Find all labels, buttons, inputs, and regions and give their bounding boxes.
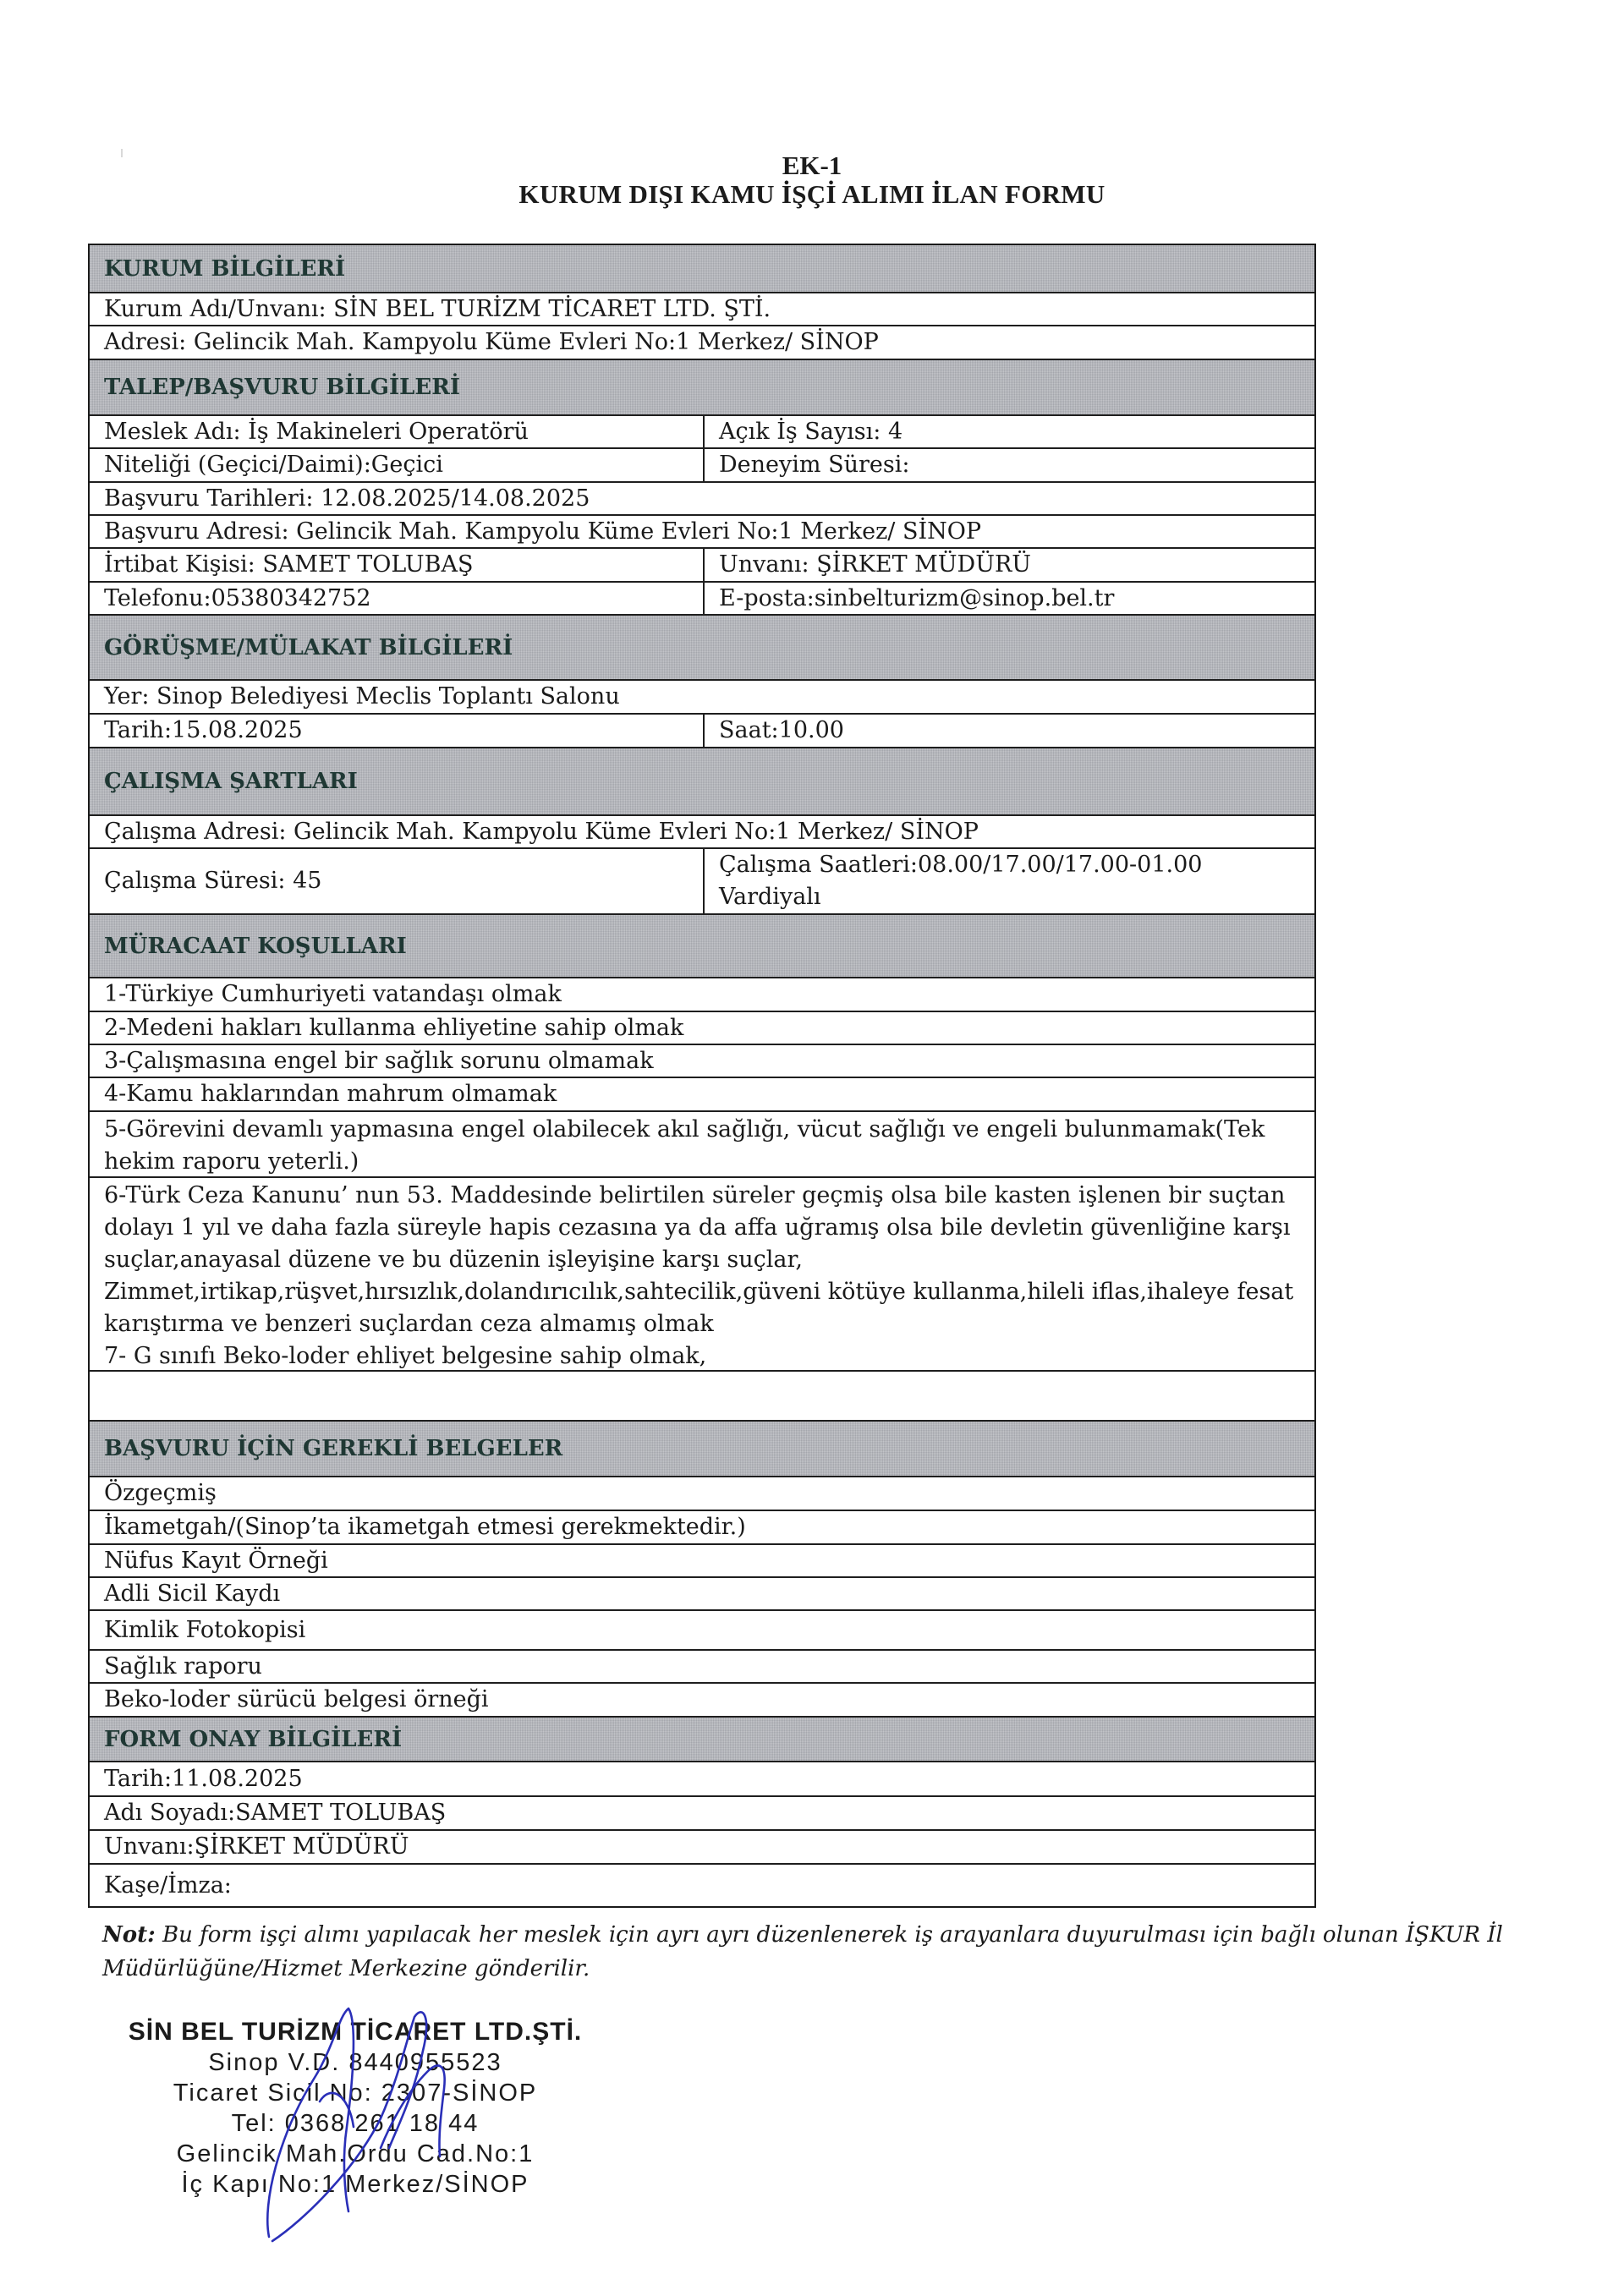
table-row [90, 849, 1314, 915]
list-item [90, 1477, 1314, 1511]
occupation: Meslek Adı: İş Makineleri Operatörü [90, 416, 705, 447]
table-row [90, 583, 1314, 616]
table-row [90, 1797, 1314, 1831]
stamp-signature-label: Kaşe/İmza: [104, 1871, 232, 1899]
table-row [90, 293, 1314, 326]
condition-item: 2-Medeni hakları kullanma ehliyetine sahip olmak [104, 1014, 684, 1041]
work-hours-line: Çalışma Saatleri:08.00/17.00/17.00-01.00 [719, 852, 1203, 878]
form-table [88, 244, 1316, 1908]
stamp-line: Gelincik Mah.Ordu Cad.No:1 [176, 2140, 535, 2167]
condition-item: 1-Türkiye Cumhuriyeti vatandaşı olmak [104, 981, 562, 1007]
stamp-line: Tel: 0368 261 18 44 [231, 2110, 480, 2137]
condition-line: hekim raporu yeterli.) [104, 1148, 359, 1175]
section-header-kurum [90, 245, 1314, 293]
table-row [90, 1762, 1314, 1797]
list-item [90, 1045, 1314, 1078]
stamp-line: SİN BEL TURİZM TİCARET LTD.ŞTİ. [128, 2018, 583, 2046]
list-item [90, 1178, 1314, 1372]
interview-time: Saat:10.00 [719, 717, 844, 743]
document-item: Sağlık raporu [104, 1652, 262, 1680]
work-address: Çalışma Adresi: Gelincik Mah. Kampyolu Küme Evleri No:1 Merkez/ SİNOP [104, 818, 979, 845]
annex-label: EK-1 [782, 151, 842, 180]
section-header-onay [90, 1718, 1314, 1762]
interview-date: Tarih:15.08.2025 [90, 715, 705, 747]
condition-item-5 [90, 1112, 1314, 1176]
signature-stroke [267, 2008, 444, 2241]
condition-line: 5-Görevini devamlı yapmasına engel olabilecek akıl sağlığı, vücut sağlığı ve engeli bulunmamak(Tek [104, 1116, 1265, 1143]
section-header-belgeler [90, 1422, 1314, 1477]
table-row [90, 516, 1314, 549]
work-hours [705, 849, 1314, 913]
stamp-line: Sinop V.D. 8440955523 [208, 2049, 502, 2076]
list-item [90, 1578, 1314, 1611]
list-item [90, 1112, 1314, 1178]
section-title: TALEP/BAŞVURU BİLGİLERİ [104, 375, 461, 400]
condition-line: karıştırma ve benzeri suçlardan ceza almamış olmak [104, 1311, 714, 1337]
document-item: Adli Sicil Kaydı [104, 1580, 281, 1607]
phone: Telefonu:05380342752 [90, 583, 705, 614]
list-item [90, 1684, 1314, 1718]
empty-cell [90, 1372, 1314, 1420]
condition-line: 6-Türk Ceza Kanunu’ nun 53. Maddesinde belirtilen süreler geçmiş olsa bile kasten işlenen bir suçtan [104, 1182, 1286, 1208]
document-item: Nüfus Kayıt Örneği [104, 1547, 328, 1574]
table-row [90, 715, 1314, 748]
condition-line: dolayı 1 yıl ve daha fazla süreyle hapis cezasına ya da affa uğramış olsa bile devletin güvenliğine karşı [104, 1214, 1291, 1241]
section-title: BAŞVURU İÇİN GEREKLİ BELGELER [104, 1436, 563, 1461]
document-item: İkametgah/(Sinop’ta ikametgah etmesi gerekmektedir.) [104, 1514, 746, 1540]
condition-item: 4-Kamu haklarından mahrum olmamak [104, 1081, 557, 1107]
contact-title: Unvanı: ŞİRKET MÜDÜRÜ [719, 551, 1032, 578]
condition-line: Zimmet,irtikap,rüşvet,hırsızlık,dolandırıcılık,sahtecilik,güveni kötüye kullanma,hileli iflas,ihaleye fesat [104, 1279, 1294, 1305]
condition-line: suçlar,anayasal düzene ve bu düzenin işleyişine karşı suçlar, [104, 1247, 803, 1273]
table-row [90, 1865, 1314, 1906]
note-label: Not: [102, 1922, 156, 1948]
stamp-line: Ticaret Sicil No: 2307-SİNOP [173, 2080, 538, 2107]
condition-item-6-7 [90, 1178, 1314, 1370]
document-item: Beko-loder sürücü belgesi örneği [104, 1686, 489, 1712]
list-item [90, 1078, 1314, 1112]
email: E-posta:sinbelturizm@sinop.bel.tr [719, 584, 1115, 611]
table-row [90, 681, 1314, 715]
table-row [90, 449, 1314, 483]
approver-title: Unvanı:ŞİRKET MÜDÜRÜ [104, 1833, 409, 1860]
list-item [90, 1012, 1314, 1045]
list-item [90, 1545, 1314, 1578]
approver-name: Adı Soyadı:SAMET TOLUBAŞ [104, 1800, 447, 1826]
condition-line: 7- G sınıfı Beko-loder ehliyet belgesine sahip olmak, [104, 1343, 707, 1369]
table-row [90, 326, 1314, 360]
document-item: Özgeçmiş [104, 1480, 217, 1506]
document-item: Kimlik Fotokopisi [104, 1616, 306, 1643]
list-item [90, 1651, 1314, 1684]
institution-name: Kurum Adı/Unvanı: SİN BEL TURİZM TİCARET LTD. ŞTİ. [104, 295, 771, 322]
table-row [90, 483, 1314, 516]
section-title: GÖRÜŞME/MÜLAKAT BİLGİLERİ [104, 634, 513, 660]
job-nature: Niteliği (Geçici/Daimi):Geçici [90, 449, 705, 481]
section-title: ÇALIŞMA ŞARTLARI [104, 769, 358, 794]
institution-address: Adresi: Gelincik Mah. Kampyolu Küme Evleri No:1 Merkez/ SİNOP [104, 329, 879, 355]
footnote [102, 1918, 1608, 1986]
condition-item: 3-Çalışmasına engel bir sağlık sorunu olmamak [104, 1047, 654, 1074]
application-dates: Başvuru Tarihleri: 12.08.2025/14.08.2025 [104, 485, 590, 512]
list-item [90, 1611, 1314, 1651]
list-item [90, 1511, 1314, 1545]
open-positions: Açık İş Sayısı: 4 [719, 418, 903, 445]
table-row [90, 416, 1314, 449]
work-duration: Çalışma Süresi: 45 [90, 849, 705, 913]
experience: Deneyim Süresi: [719, 452, 910, 478]
page-title: KURUM DIŞI KAMU İŞÇİ ALIMI İLAN FORMU [518, 179, 1106, 209]
table-row [90, 549, 1314, 583]
contact-person: İrtibat Kişisi: SAMET TOLUBAŞ [90, 549, 705, 581]
list-item [90, 978, 1314, 1012]
table-row [90, 1831, 1314, 1865]
section-title: FORM ONAY BİLGİLERİ [104, 1726, 403, 1752]
interview-place: Yer: Sinop Belediyesi Meclis Toplantı Salonu [104, 683, 620, 710]
handwritten-signature-icon [254, 2000, 474, 2249]
table-row [90, 816, 1314, 849]
section-header-talep [90, 360, 1314, 416]
application-address: Başvuru Adresi: Gelincik Mah. Kampyolu Küme Evleri No:1 Merkez/ SİNOP [104, 518, 982, 545]
section-title: MÜRACAAT KOŞULLARI [104, 933, 407, 959]
approval-date: Tarih:11.08.2025 [104, 1765, 303, 1792]
empty-row [90, 1372, 1314, 1422]
work-hours-line: Vardiyalı [719, 884, 821, 910]
note-text: Bu form işçi alımı yapılacak her meslek için ayrı ayrı düzenlenerek iş arayanlara duyurulması için bağlı olunan İŞKUR İl Müdürlüğüne/Hizmet Merkezine gönderilir. [102, 1922, 1503, 1981]
section-header-calisma [90, 748, 1314, 816]
section-title: KURUM BİLGİLERİ [104, 255, 346, 282]
stamp-line: İç Kapı No:1 Merkez/SİNOP [181, 2171, 529, 2198]
section-header-gorusme [90, 616, 1314, 681]
section-header-muracaat [90, 915, 1314, 978]
